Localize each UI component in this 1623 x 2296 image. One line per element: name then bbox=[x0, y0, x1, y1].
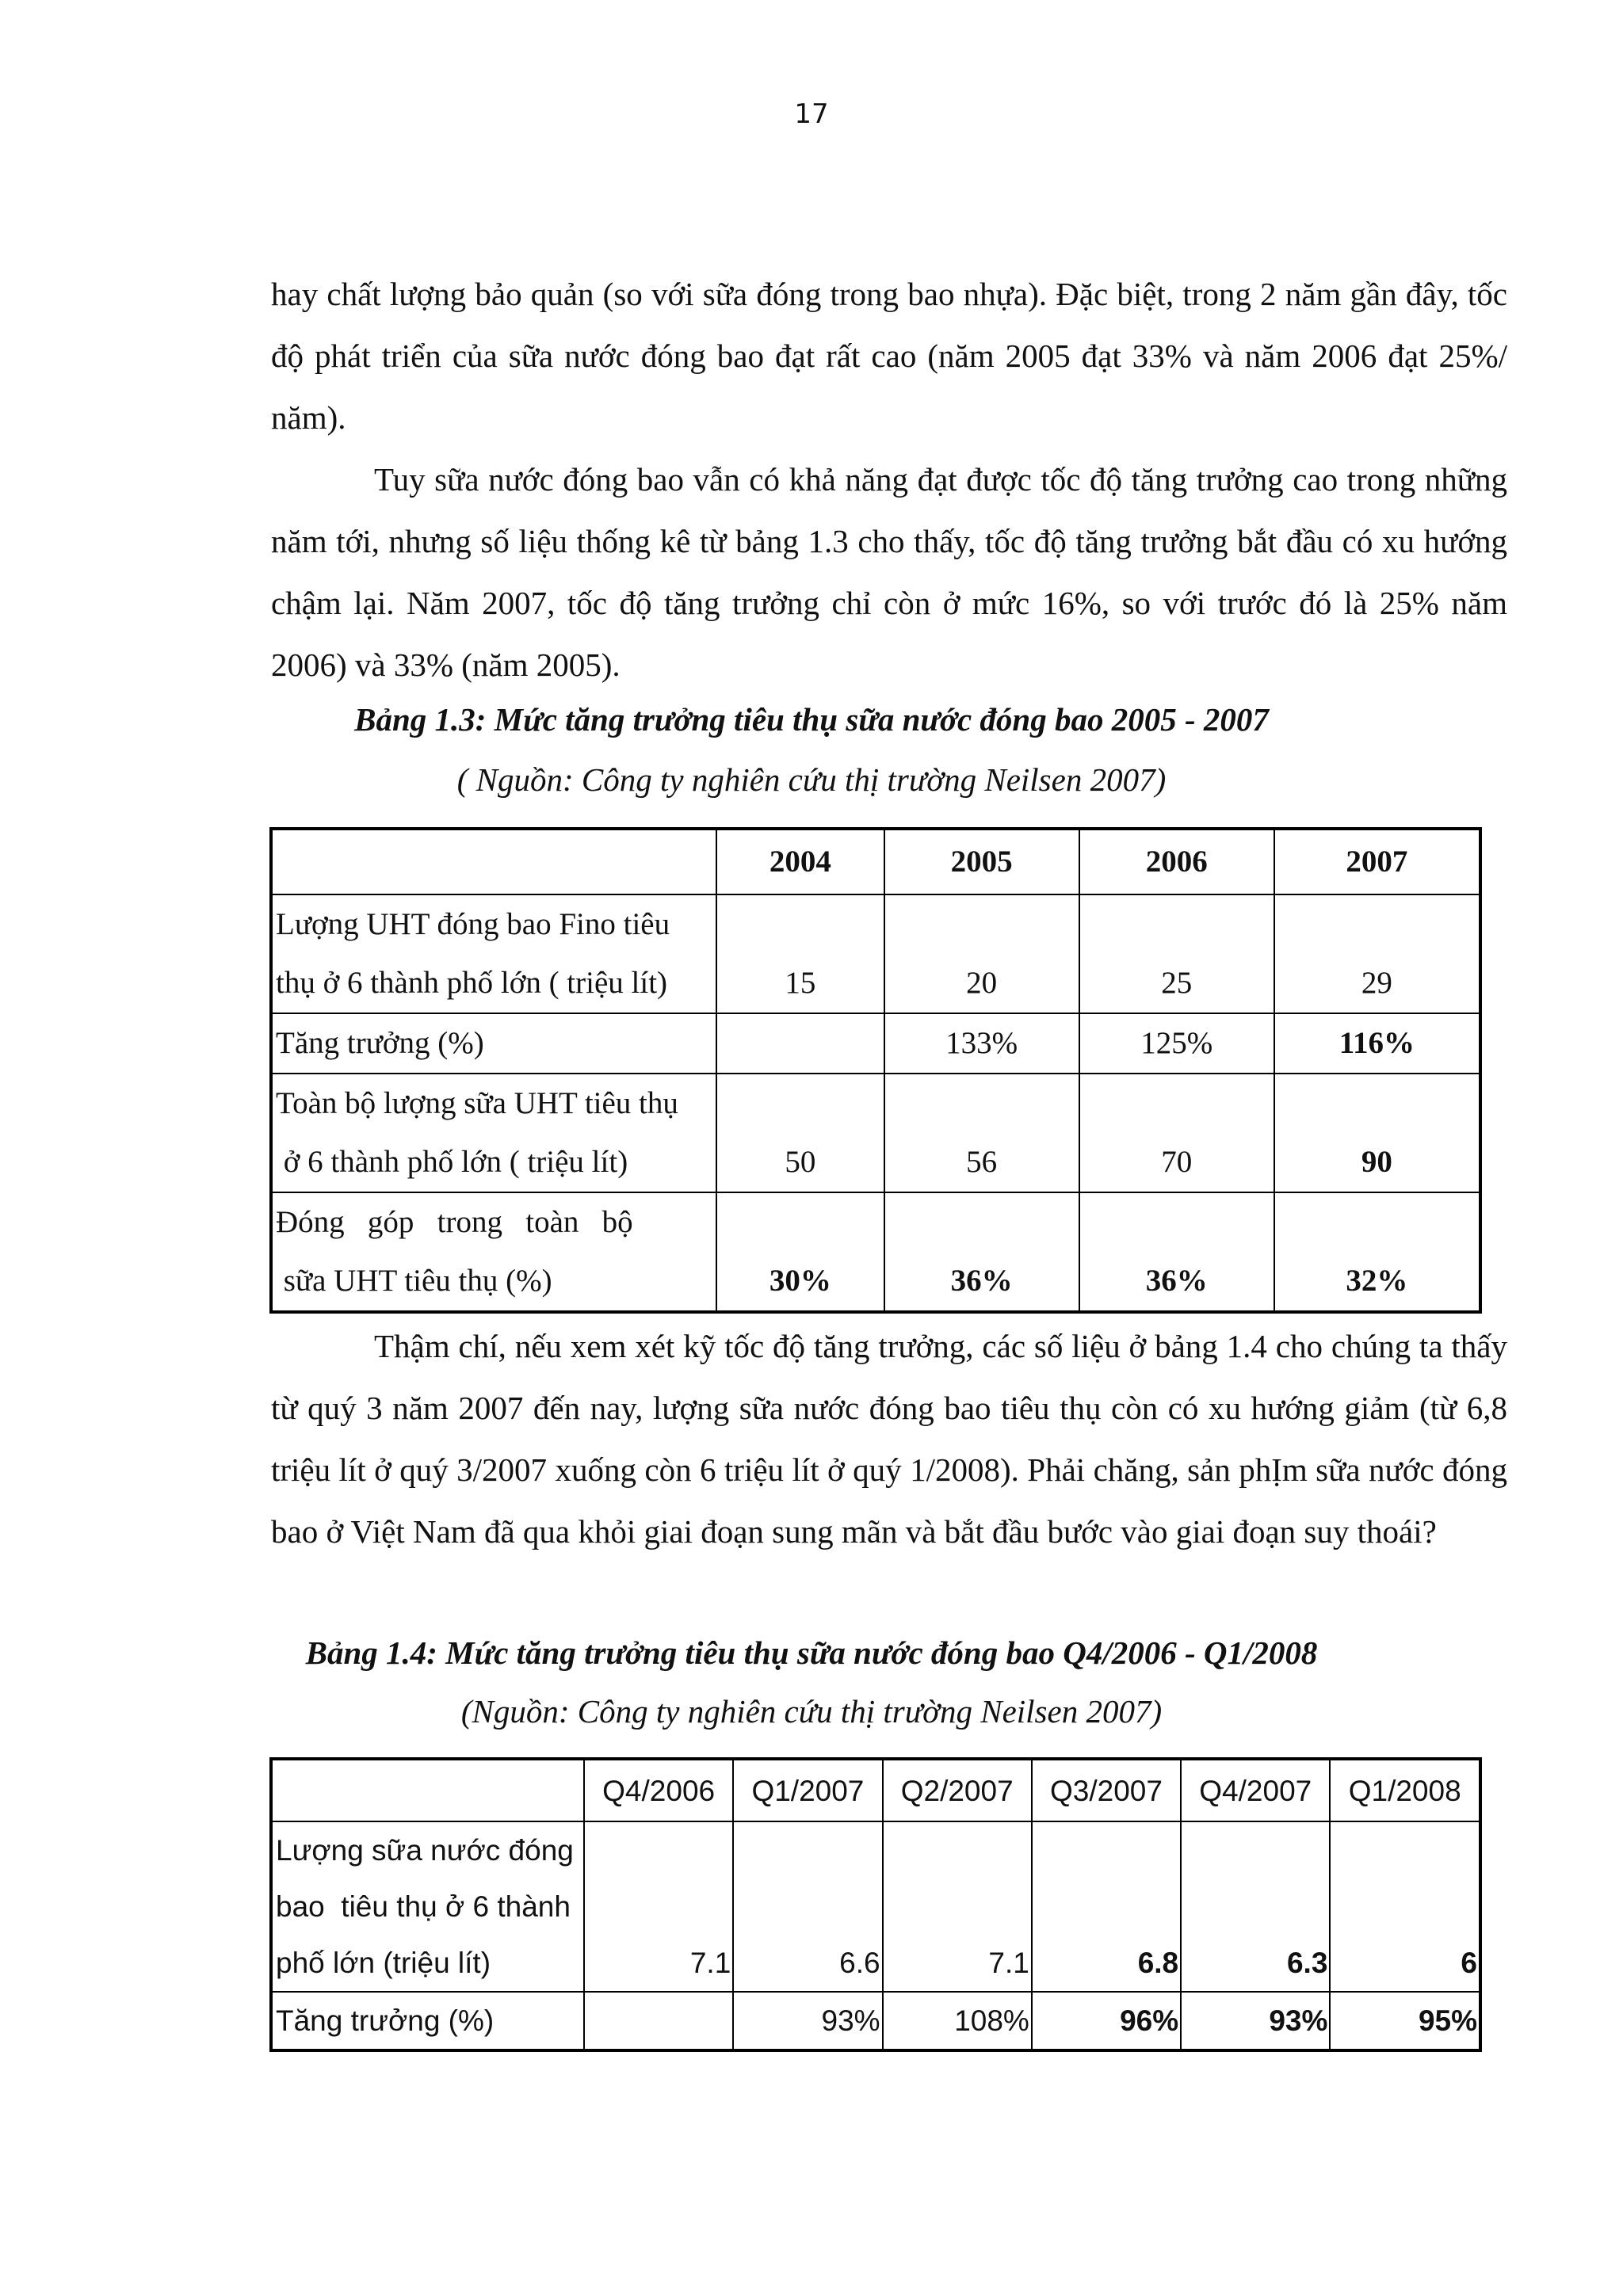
table2-caption: Bảng 1.4: Mức tăng trưởng tiêu thụ sữa nước đóng bao Q4/2006 - Q1/2008 bbox=[305, 1634, 1318, 1671]
table-cell: 125% bbox=[1079, 1013, 1274, 1074]
table-cell: 36% bbox=[1079, 1192, 1274, 1312]
quarter-header: Q1/2008 bbox=[1330, 1759, 1480, 1821]
table-cell: 29 bbox=[1274, 894, 1480, 1013]
table-cell: 95% bbox=[1330, 1992, 1480, 2050]
year-header: 2007 bbox=[1274, 829, 1480, 894]
table-cell: 56 bbox=[884, 1074, 1079, 1192]
table-cell: 30% bbox=[716, 1192, 884, 1312]
quarter-header: Q3/2007 bbox=[1032, 1759, 1181, 1821]
year-header: 2005 bbox=[884, 829, 1079, 894]
table-row bbox=[271, 1013, 1480, 1074]
row-label: Lượng UHT đóng bao Fino tiêu thụ ở 6 thành phố lớn ( triệu lít) bbox=[271, 894, 716, 1013]
table-corner-cell bbox=[271, 1759, 584, 1821]
quarter-header: Q4/2006 bbox=[584, 1759, 733, 1821]
table-row bbox=[271, 1074, 1480, 1192]
table-1-3 bbox=[269, 827, 1482, 1314]
row-label: Toàn bộ lượng sữa UHT tiêu thụ ở 6 thành phố lớn ( triệu lít) bbox=[271, 1074, 716, 1192]
table-cell: 25 bbox=[1079, 894, 1274, 1013]
table-cell: 96% bbox=[1032, 1992, 1181, 2050]
row-label: Tăng trưởng (%) bbox=[271, 1992, 584, 2050]
table-1-4 bbox=[269, 1757, 1482, 2052]
table-header-row bbox=[271, 829, 1480, 894]
year-header: 2006 bbox=[1079, 829, 1274, 894]
table-header-row bbox=[271, 1759, 1480, 1821]
quarter-header: Q1/2007 bbox=[733, 1759, 882, 1821]
table1-source: ( Nguồn: Công ty nghiên cứu thị trường Neilsen 2007) bbox=[456, 761, 1167, 798]
table-row bbox=[271, 894, 1480, 1013]
table-cell: 7.1 bbox=[883, 1821, 1032, 1992]
table-cell: 133% bbox=[884, 1013, 1079, 1074]
table-cell: 93% bbox=[733, 1992, 882, 2050]
table-cell: 93% bbox=[1181, 1992, 1330, 2050]
table-cell: 20 bbox=[884, 894, 1079, 1013]
page-number: 17 bbox=[794, 98, 829, 130]
table2-source: (Nguồn: Công ty nghiên cứu thị trường Neilsen 2007) bbox=[460, 1693, 1163, 1730]
table-corner-cell bbox=[271, 829, 716, 894]
table-cell: 6 bbox=[1330, 1821, 1480, 1992]
row-label: Tăng trưởng (%) bbox=[271, 1013, 716, 1074]
table-cell: 108% bbox=[883, 1992, 1032, 2050]
table-cell: 70 bbox=[1079, 1074, 1274, 1192]
table-cell: 90 bbox=[1274, 1074, 1480, 1192]
table-cell: 7.1 bbox=[584, 1821, 733, 1992]
quarter-header: Q2/2007 bbox=[883, 1759, 1032, 1821]
table-cell: 32% bbox=[1274, 1192, 1480, 1312]
table-row bbox=[271, 1192, 1480, 1312]
table-cell: 6.8 bbox=[1032, 1821, 1181, 1992]
year-header: 2004 bbox=[716, 829, 884, 894]
table-row bbox=[271, 1992, 1480, 2050]
paragraph-decline: Thậm chí, nếu xem xét kỹ tốc độ tăng trưởng, các số liệu ở bảng 1.4 cho chúng ta thấy từ quý 3 năm 2007 đến nay, lượng sữa nước đóng bao tiêu thụ còn có xu hướng giảm (từ 6,8 triệu lít ở quý 3/2007 xuống còn 6 triệu lít ở quý 1/2008). Phải chăng, sản phỊm sữa nước đóng bao ở Việt Nam đã qua khỏi giai đoạn sung mãn và bắt đầu bước vào giai đoạn suy thoái? bbox=[271, 1328, 1507, 1550]
paragraph-growth-slowdown: Tuy sữa nước đóng bao vẫn có khả năng đạt được tốc độ tăng trưởng cao trong những năm tới, nhưng số liệu thống kê từ bảng 1.3 cho thấy, tốc độ tăng trưởng bắt đầu có xu hướng chậm lại. Năm 2007, tốc độ tăng trưởng chỉ còn ở mức 16%, so với trước đó là 25% năm 2006) và 33% (năm 2005). bbox=[271, 461, 1507, 683]
row-label: Lượng sữa nước đóng bao tiêu thụ ở 6 thành phố lớn (triệu lít) bbox=[271, 1821, 584, 1992]
table-cell: 36% bbox=[884, 1192, 1079, 1312]
table1-caption: Bảng 1.3: Mức tăng trưởng tiêu thụ sữa nước đóng bao 2005 - 2007 bbox=[354, 701, 1269, 738]
table-cell: 50 bbox=[716, 1074, 884, 1192]
table-cell: 6.6 bbox=[733, 1821, 882, 1992]
quarter-header: Q4/2007 bbox=[1181, 1759, 1330, 1821]
table-cell: 15 bbox=[716, 894, 884, 1013]
table-cell bbox=[716, 1013, 884, 1074]
row-label: Đóng góp trong toàn bộ sữa UHT tiêu thụ (%) bbox=[271, 1192, 716, 1312]
paragraph-intro: hay chất lượng bảo quản (so với sữa đóng trong bao nhựa). Đặc biệt, trong 2 năm gần đây, tốc độ phát triển của sữa nước đóng bao đạt rất cao (năm 2005 đạt 33% và năm 2006 đạt 25%/ năm). bbox=[271, 276, 1507, 436]
table-cell: 116% bbox=[1274, 1013, 1480, 1074]
table-cell bbox=[584, 1992, 733, 2050]
table-cell: 6.3 bbox=[1181, 1821, 1330, 1992]
table-row bbox=[271, 1821, 1480, 1992]
